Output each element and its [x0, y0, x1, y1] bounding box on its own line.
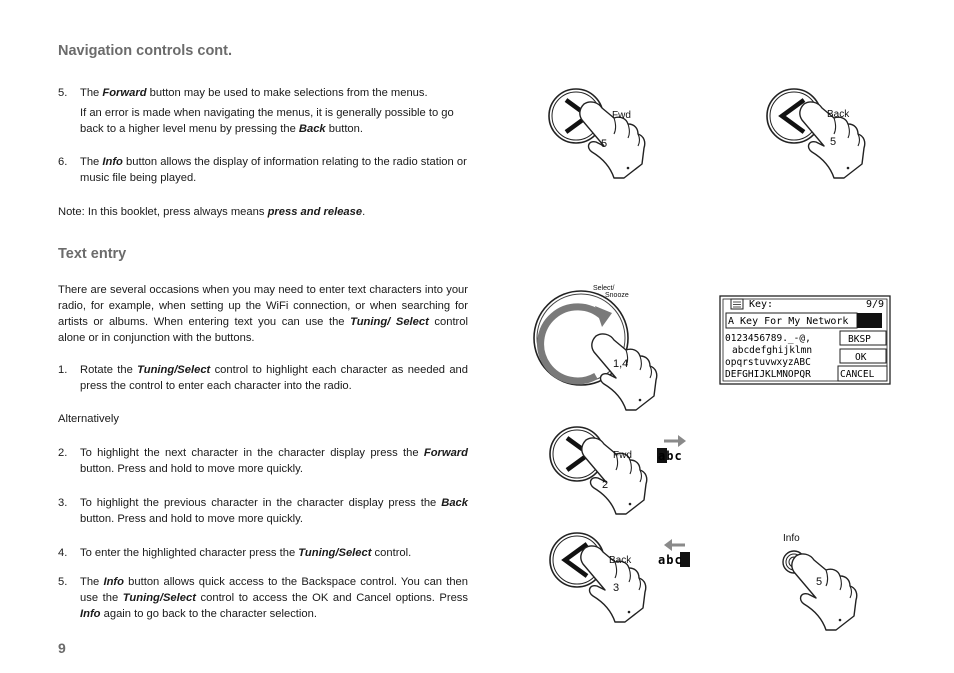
lcd-cursor — [857, 313, 882, 328]
nav-item-5: 5. The Forward button may be used to make selections from the menus. If an error is made when navigating the menus, it is generally possible to go back to a higher level menu by pressing the Back button. — [58, 87, 454, 135]
nav-item-6: 6. The Info button allows the display of information relating to the radio station or music file being played. — [58, 156, 467, 184]
char-display: abc — [658, 449, 683, 463]
page-number: 9 — [58, 640, 66, 656]
lcd-char-row-2: abcdefghijklmn — [732, 345, 813, 356]
lcd-ok-button: OK — [855, 352, 867, 363]
lcd-char-row-4: DEFGHIJKLMNOPQR — [725, 369, 811, 380]
lcd-char-row-3: opqrstuvwxyzABC — [725, 357, 811, 368]
lcd-entry-text: A Key For My Network — [728, 316, 849, 327]
lcd-char-row-1: 0123456789._-@, — [725, 333, 811, 344]
lcd-cancel-button: CANCEL — [840, 369, 875, 380]
pressing-hand-icon — [792, 554, 857, 630]
note: Note: In this booklet, press always means press and release. — [58, 206, 366, 218]
select-label: Select/ — [593, 285, 615, 292]
info-label: Info — [783, 533, 800, 544]
text-entry-item-2: 2. To highlight the next character in the character display press the Forward button. Press and hold to move more quickly. — [58, 447, 468, 475]
tuning-select-knob-figure — [534, 285, 657, 410]
back-label: Back — [827, 109, 850, 120]
back-button-figure-bottom — [550, 533, 690, 622]
section-heading-navigation: Navigation controls cont. — [58, 43, 233, 59]
snooze-label: Snooze — [605, 292, 629, 299]
char-display: abc — [658, 553, 683, 567]
lcd-page: 9/9 — [866, 299, 885, 310]
step-number: 5 — [816, 576, 823, 588]
text-entry-intro: There are several occasions when you may need to enter text characters into your radio, for example, when setting up the WiFi connection, or when searching for artists or albums. When entering text you can use the Tuning/ Select control alone or in conjunction with the buttons. — [58, 284, 468, 344]
info-button-figure — [783, 533, 857, 630]
fwd-label: Fwd — [613, 450, 632, 461]
back-button-figure-top — [767, 89, 865, 178]
step-number: 3 — [613, 582, 620, 594]
keyboard-icon — [731, 299, 743, 309]
lcd-bksp-button: BKSP — [848, 334, 871, 345]
lcd-display — [720, 296, 890, 384]
step-number: 1,4 — [613, 358, 629, 370]
step-number: 5 — [830, 136, 837, 148]
step-number: 5 — [601, 138, 608, 150]
alternatively-text: Alternatively — [58, 413, 119, 425]
text-entry-item-3: 3. To highlight the previous character in the character display press the Back button. Press and hold to move more quickly. — [58, 497, 468, 525]
section-heading-text-entry: Text entry — [58, 246, 127, 262]
text-entry-item-5: 5. The Info button allows quick access to the Backspace control. You can then use the Tuning/Select control to access the OK and Cancel options. Press Info again to go back to the character selection. — [58, 576, 468, 620]
fwd-label: Fwd — [612, 110, 631, 121]
forward-button-figure-top — [549, 89, 645, 178]
lcd-title: Key: — [749, 299, 774, 310]
forward-button-figure-mid — [550, 427, 686, 514]
step-number: 2 — [602, 479, 609, 491]
text-entry-item-1: 1. Rotate the Tuning/Select control to highlight each character as needed and press the control to enter each character into the radio. — [58, 364, 468, 392]
text-entry-item-4: 4. To enter the highlighted character press the Tuning/Select control. — [58, 547, 412, 559]
back-label: Back — [609, 555, 632, 566]
